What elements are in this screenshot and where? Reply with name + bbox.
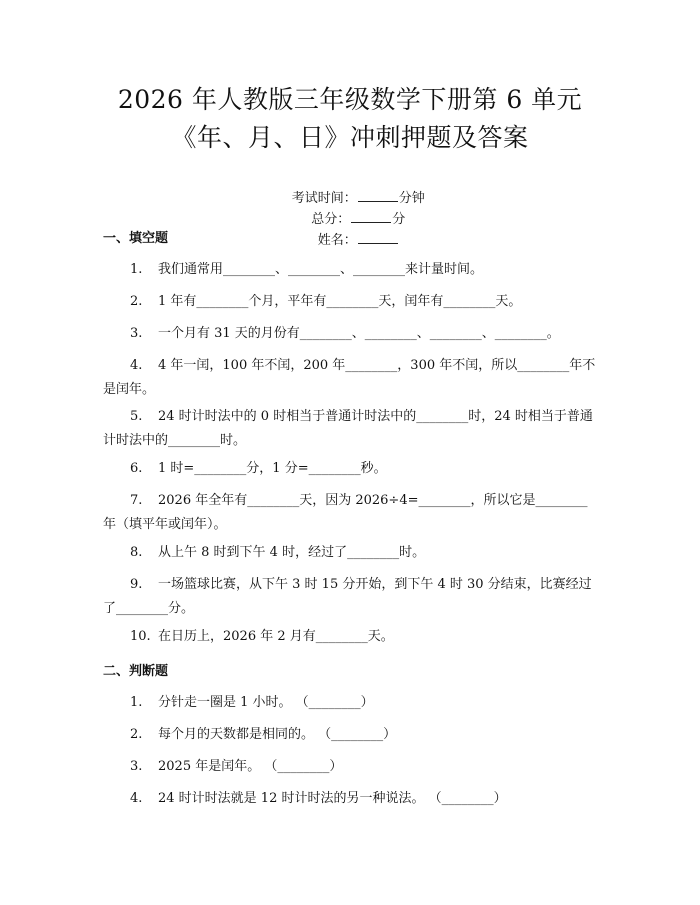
time-blank[interactable] bbox=[358, 188, 398, 202]
score-field bbox=[311, 209, 405, 230]
question-text: 一个月有 31 天的月份有________、________、________、________。 bbox=[158, 326, 560, 341]
time-unit: 分钟 bbox=[398, 191, 425, 206]
question-number: 9. bbox=[130, 577, 143, 592]
question-text: 从上午 8 时到下午 4 时，经过了________时。 bbox=[158, 545, 426, 560]
question-number: 4. bbox=[130, 791, 143, 806]
section-heading-fill-in: 一、填空题 bbox=[103, 231, 169, 246]
time-field bbox=[292, 188, 425, 209]
time-label: 考试时间： bbox=[291, 191, 357, 206]
exam-meta bbox=[0, 168, 700, 271]
question-text: 分针走一圈是 1 小时。 （________） bbox=[158, 695, 374, 710]
question-item bbox=[103, 787, 600, 811]
score-blank[interactable] bbox=[351, 209, 391, 223]
name-field bbox=[318, 230, 399, 251]
score-label: 总分： bbox=[311, 212, 351, 227]
question-number: 3. bbox=[130, 326, 143, 341]
question-item bbox=[103, 489, 600, 537]
question-text: 1 年有________个月，平年有________天，闰年有________天。 bbox=[158, 294, 522, 309]
question-item bbox=[103, 755, 600, 779]
question-item bbox=[103, 405, 600, 453]
question-text: 24 时计时法就是 12 时计时法的另一种说法。 （________） bbox=[158, 791, 507, 806]
question-number: 7. bbox=[130, 493, 143, 508]
title-line-2: 《年、月、日》冲刺押题及答案 bbox=[171, 123, 529, 152]
question-item bbox=[103, 691, 600, 715]
question-item bbox=[103, 625, 600, 649]
question-text: 一场篮球比赛，从下午 3 时 15 分开始，到下午 4 时 30 分结束，比赛经过了________分。 bbox=[103, 577, 592, 616]
question-item bbox=[103, 573, 600, 621]
title-line-1: 2026 年人教版三年级数学下册第 6 单元 bbox=[117, 85, 583, 114]
name-label: 姓名： bbox=[317, 233, 357, 248]
question-item bbox=[103, 290, 600, 314]
question-item bbox=[103, 457, 600, 481]
question-item bbox=[103, 322, 600, 346]
question-number: 1. bbox=[130, 695, 143, 710]
question-text: 每个月的天数都是相同的。 （________） bbox=[158, 727, 397, 742]
question-number: 3. bbox=[130, 759, 143, 774]
question-number: 2. bbox=[130, 727, 143, 742]
question-text: 2025 年是闰年。 （________） bbox=[158, 759, 343, 774]
name-blank[interactable] bbox=[358, 230, 398, 244]
question-item bbox=[103, 354, 600, 402]
question-item bbox=[103, 258, 600, 282]
question-text: 4 年一闰，100 年不闰，200 年________，300 年不闰，所以________年不是闰年。 bbox=[103, 358, 596, 397]
question-number: 1. bbox=[130, 262, 143, 277]
question-text: 在日历上，2026 年 2 月有________天。 bbox=[158, 629, 394, 644]
question-number: 5. bbox=[130, 409, 143, 424]
question-item bbox=[103, 723, 600, 747]
score-unit: 分 bbox=[392, 212, 406, 227]
question-item bbox=[103, 541, 600, 565]
question-number: 2. bbox=[130, 294, 143, 309]
question-number: 10. bbox=[130, 629, 151, 644]
question-number: 6. bbox=[130, 461, 143, 476]
question-text: 1 时=________分，1 分=________秒。 bbox=[158, 461, 387, 476]
section-heading-true-false: 二、判断题 bbox=[103, 664, 169, 679]
question-text: 24 时计时法中的 0 时相当于普通计时法中的________时，24 时相当于普通计时法中的________时。 bbox=[103, 409, 593, 448]
question-text: 我们通常用________、________、________来计量时间。 bbox=[158, 262, 484, 277]
question-number: 8. bbox=[130, 545, 143, 560]
question-text: 2026 年全年有________天，因为 2026÷4=________，所以它是________年（填平年或闰年）。 bbox=[103, 493, 588, 532]
question-number: 4. bbox=[130, 358, 143, 373]
